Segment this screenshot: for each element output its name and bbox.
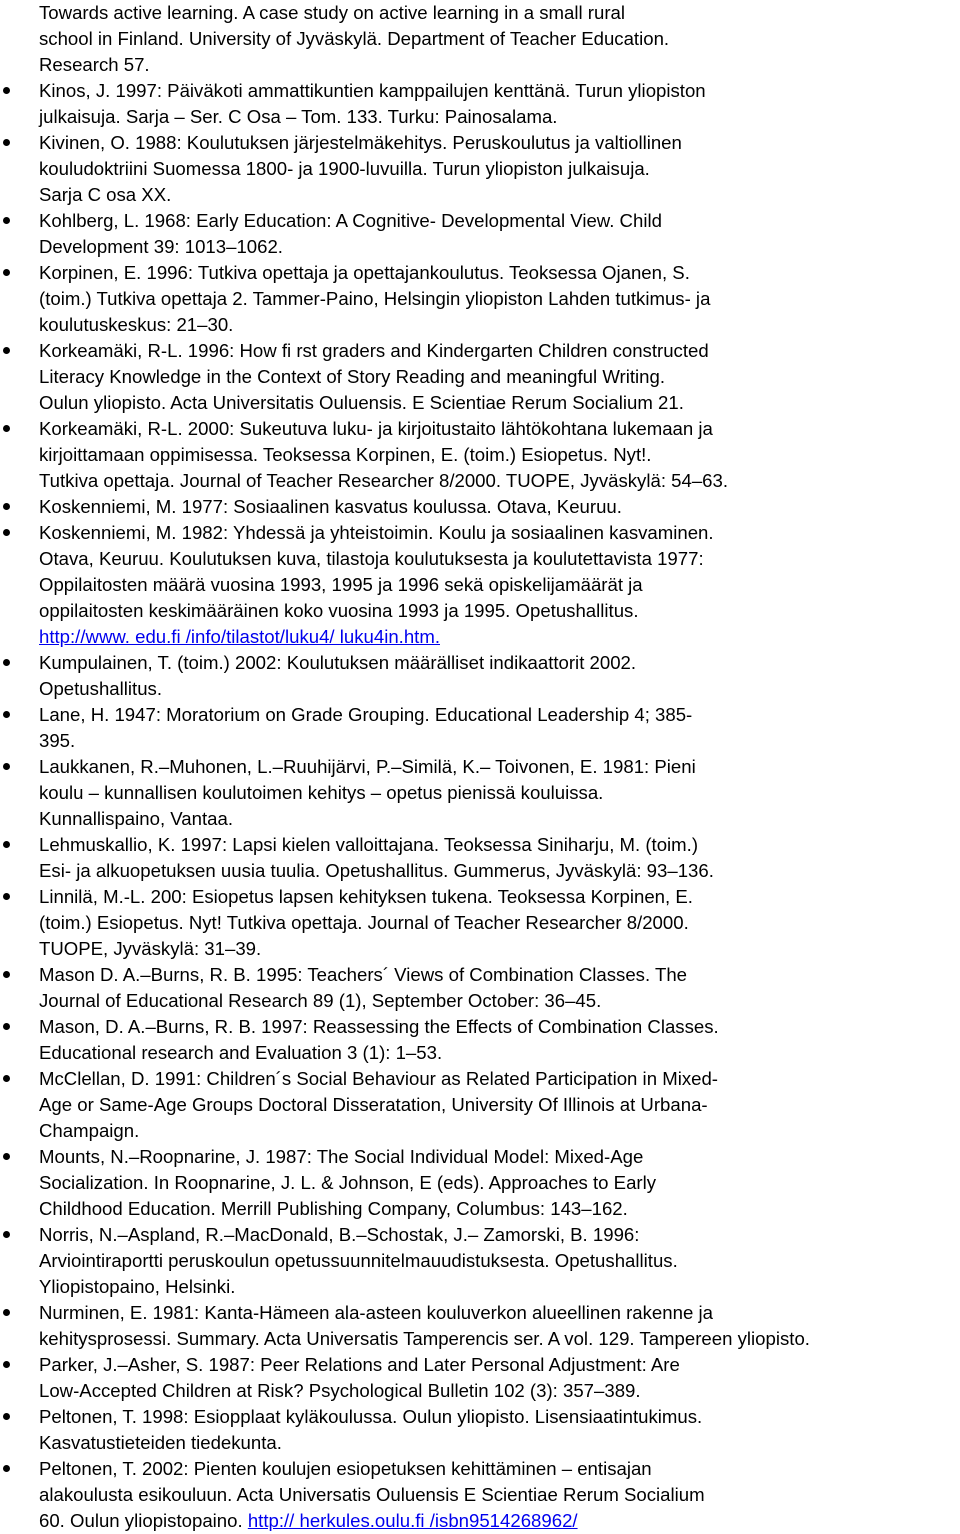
reference-item — [0, 494, 960, 520]
reference-text: Korpinen, E. 1996: Tutkiva opettaja ja opettajankoulutus. Teoksessa Ojanen, S. (toim.) Tutkiva opettaja 2. Tammer-Paino, Helsingin yliopiston Lahden tutkimus- ja koulutuskeskus: 21–30. — [39, 262, 711, 335]
reference-text: Peltonen, T. 2002: Pienten koulujen esiopetuksen kehittäminen – entisajan alakoulusta esikouluun. Acta Universatis Ouluensis E Scientiae Rerum Socialium 60. Oulun yliopistopaino. — [39, 1458, 705, 1531]
bullet-icon — [3, 1023, 10, 1030]
reference-item — [0, 1352, 960, 1404]
reference-text: Lehmuskallio, K. 1997: Lapsi kielen valloittajana. Teoksessa Siniharju, M. (toim.) Esi- ja alkuopetuksen uusia tuulia. Opetushallitus. Gummerus, Jyväskylä: 93–136. — [39, 834, 714, 881]
reference-text: Kivinen, O. 1988: Koulutuksen järjestelmäkehitys. Peruskoulutus ja valtiollinen kouludoktriini Suomessa 1800- ja 1900-luvuilla. Turun yliopiston julkaisuja. Sarja C osa XX. — [39, 132, 682, 205]
bullet-icon — [3, 529, 10, 536]
reference-text: Laukkanen, R.–Muhonen, L.–Ruuhijärvi, P.–Similä, K.– Toivonen, E. 1981: Pieni koulu – kunnallisen koulutoimen kehitys – opetus pienissä kouluissa. Kunnallispaino, Vantaa. — [39, 756, 696, 829]
reference-text: Parker, J.–Asher, S. 1987: Peer Relations and Later Personal Adjustment: Are Low-Accepted Children at Risk? Psychological Bulletin 102 (3): 357–389. — [39, 1354, 680, 1401]
reference-item — [0, 1222, 960, 1300]
bullet-icon — [3, 269, 10, 276]
reference-text: Norris, N.–Aspland, R.–MacDonald, B.–Schostak, J.– Zamorski, B. 1996: Arviointiraportti peruskoulun opetussuunnitelmauudistuksesta. Opetushallitus. Yliopistopaino, Helsinki. — [39, 1224, 678, 1297]
bullet-icon — [3, 893, 10, 900]
bullet-icon — [3, 425, 10, 432]
reference-text: Mason D. A.–Burns, R. B. 1995: Teachers´ Views of Combination Classes. The Journal of Educational Research 89 (1), September October: 36–45. — [39, 964, 688, 1011]
reference-item — [0, 1404, 960, 1456]
reference-text: Peltonen, T. 1998: Esiopplaat kyläkoulussa. Oulun yliopisto. Lisensiaatintukimus. Kasvatustieteiden tiedekunta. — [39, 1406, 703, 1453]
reference-link[interactable]: http:// herkules.oulu.fi /isbn9514268962/ — [247, 1510, 578, 1531]
reference-text: Mason, D. A.–Burns, R. B. 1997: Reassessing the Effects of Combination Classes. Educational research and Evaluation 3 (1): 1–53. — [39, 1016, 719, 1063]
reference-text: Koskenniemi, M. 1982: Yhdessä ja yhteistoimin. Koulu ja sosiaalinen kasvaminen. Otava, Keuruu. Koulutuksen kuva, tilastoja koulutuksesta ja koulutettavista 1977: Oppilaitosten määrä vuosina 1993, 1995 ja 1996 sekä opiskelijamäärät ja oppilaitosten keskimääräinen koko vuosina 1993 ja 1995. Opetushallitus. — [39, 522, 714, 621]
reference-text: Towards active learning. A case study on active learning in a small rural school in Finland. University of Jyväskylä. Department of Teacher Education. Research 57. — [39, 2, 670, 75]
bullet-icon — [3, 1231, 10, 1238]
bullet-icon — [3, 763, 10, 770]
bullet-icon — [3, 711, 10, 718]
reference-item — [0, 130, 960, 208]
reference-item — [0, 520, 960, 650]
reference-item — [0, 1144, 960, 1222]
bullet-icon — [3, 971, 10, 978]
reference-item — [0, 1300, 960, 1352]
bullet-icon — [3, 347, 10, 354]
bullet-icon — [3, 1361, 10, 1368]
reference-item — [0, 650, 960, 702]
bullet-icon — [3, 503, 10, 510]
reference-item — [0, 754, 960, 832]
reference-text: Linnilä, M.-L. 200: Esiopetus lapsen kehityksen tukena. Teoksessa Korpinen, E. (toim.) Esiopetus. Nyt! Tutkiva opettaja. Journal of Teacher Researcher 8/2000. TUOPE, Jyväskylä: 31–39. — [39, 886, 693, 959]
bullet-icon — [3, 1075, 10, 1082]
reference-text: Korkeamäki, R-L. 1996: How fi rst graders and Kindergarten Children constructed Literacy Knowledge in the Context of Story Reading and meaningful Writing. Oulun yliopisto. Acta Universitatis Ouluensis. E Scientiae Rerum Socialium 21. — [39, 340, 709, 413]
reference-item — [0, 338, 960, 416]
reference-item — [0, 884, 960, 962]
bullet-icon — [3, 87, 10, 94]
reference-item — [0, 1456, 960, 1534]
reference-text: Korkeamäki, R-L. 2000: Sukeutuva luku- ja kirjoitustaito lähtökohtana lukemaan ja kirjoittamaan oppimisessa. Teoksessa Korpinen, E. (toim.) Esiopetus. Nyt!. Tutkiva opettaja. Journal of Teacher Researcher 8/2000. TUOPE, Jyväskylä: 54–63. — [39, 418, 729, 491]
reference-text: Mounts, N.–Roopnarine, J. 1987: The Social Individual Model: Mixed-Age Socialization. In Roopnarine, J. L. & Johnson, E (eds). Approaches to Early Childhood Education. Merrill Publishing Company, Columbus: 143–162. — [39, 1146, 657, 1219]
reference-item — [0, 0, 960, 78]
reference-text: Lane, H. 1947: Moratorium on Grade Grouping. Educational Leadership 4; 385- 395. — [39, 704, 693, 751]
reference-item — [0, 1014, 960, 1066]
reference-text: Koskenniemi, M. 1977: Sosiaalinen kasvatus koulussa. Otava, Keuruu. — [39, 496, 622, 517]
reference-item — [0, 78, 960, 130]
reference-item — [0, 260, 960, 338]
reference-item — [0, 832, 960, 884]
reference-item — [0, 702, 960, 754]
reference-text: Kinos, J. 1997: Päiväkoti ammattikuntien kamppailujen kenttänä. Turun yliopiston julkaisuja. Sarja – Ser. C Osa – Tom. 133. Turku: Painosalama. — [39, 80, 706, 127]
bullet-icon — [3, 841, 10, 848]
reference-item — [0, 208, 960, 260]
bullet-icon — [3, 1465, 10, 1472]
bullet-icon — [3, 1153, 10, 1160]
reference-item — [0, 962, 960, 1014]
bullet-icon — [3, 1413, 10, 1420]
reference-item — [0, 416, 960, 494]
reference-text: Kumpulainen, T. (toim.) 2002: Koulutuksen määrälliset indikaattorit 2002. Opetushallitus. — [39, 652, 637, 699]
reference-text: Nurminen, E. 1981: Kanta-Hämeen ala-asteen kouluverkon alueellinen rakenne ja kehitysprosessi. Summary. Acta Universatis Tamperencis ser. A vol. 129. Tampereen yliopisto. — [39, 1302, 810, 1349]
bullet-icon — [3, 217, 10, 224]
reference-item — [0, 1066, 960, 1144]
reference-text: Kohlberg, L. 1968: Early Education: A Cognitive- Developmental View. Child Development 39: 1013–1062. — [39, 210, 662, 257]
bullet-icon — [3, 659, 10, 666]
reference-text: McClellan, D. 1991: Children´s Social Behaviour as Related Participation in Mixed- Age or Same-Age Groups Doctoral Disseratation, University Of Illinois at Urbana- Champaign. — [39, 1068, 718, 1141]
reference-link[interactable]: http://www. edu.fi /info/tilastot/luku4/ luku4in.htm. — [39, 626, 440, 647]
bullet-icon — [3, 1309, 10, 1316]
bullet-icon — [3, 139, 10, 146]
